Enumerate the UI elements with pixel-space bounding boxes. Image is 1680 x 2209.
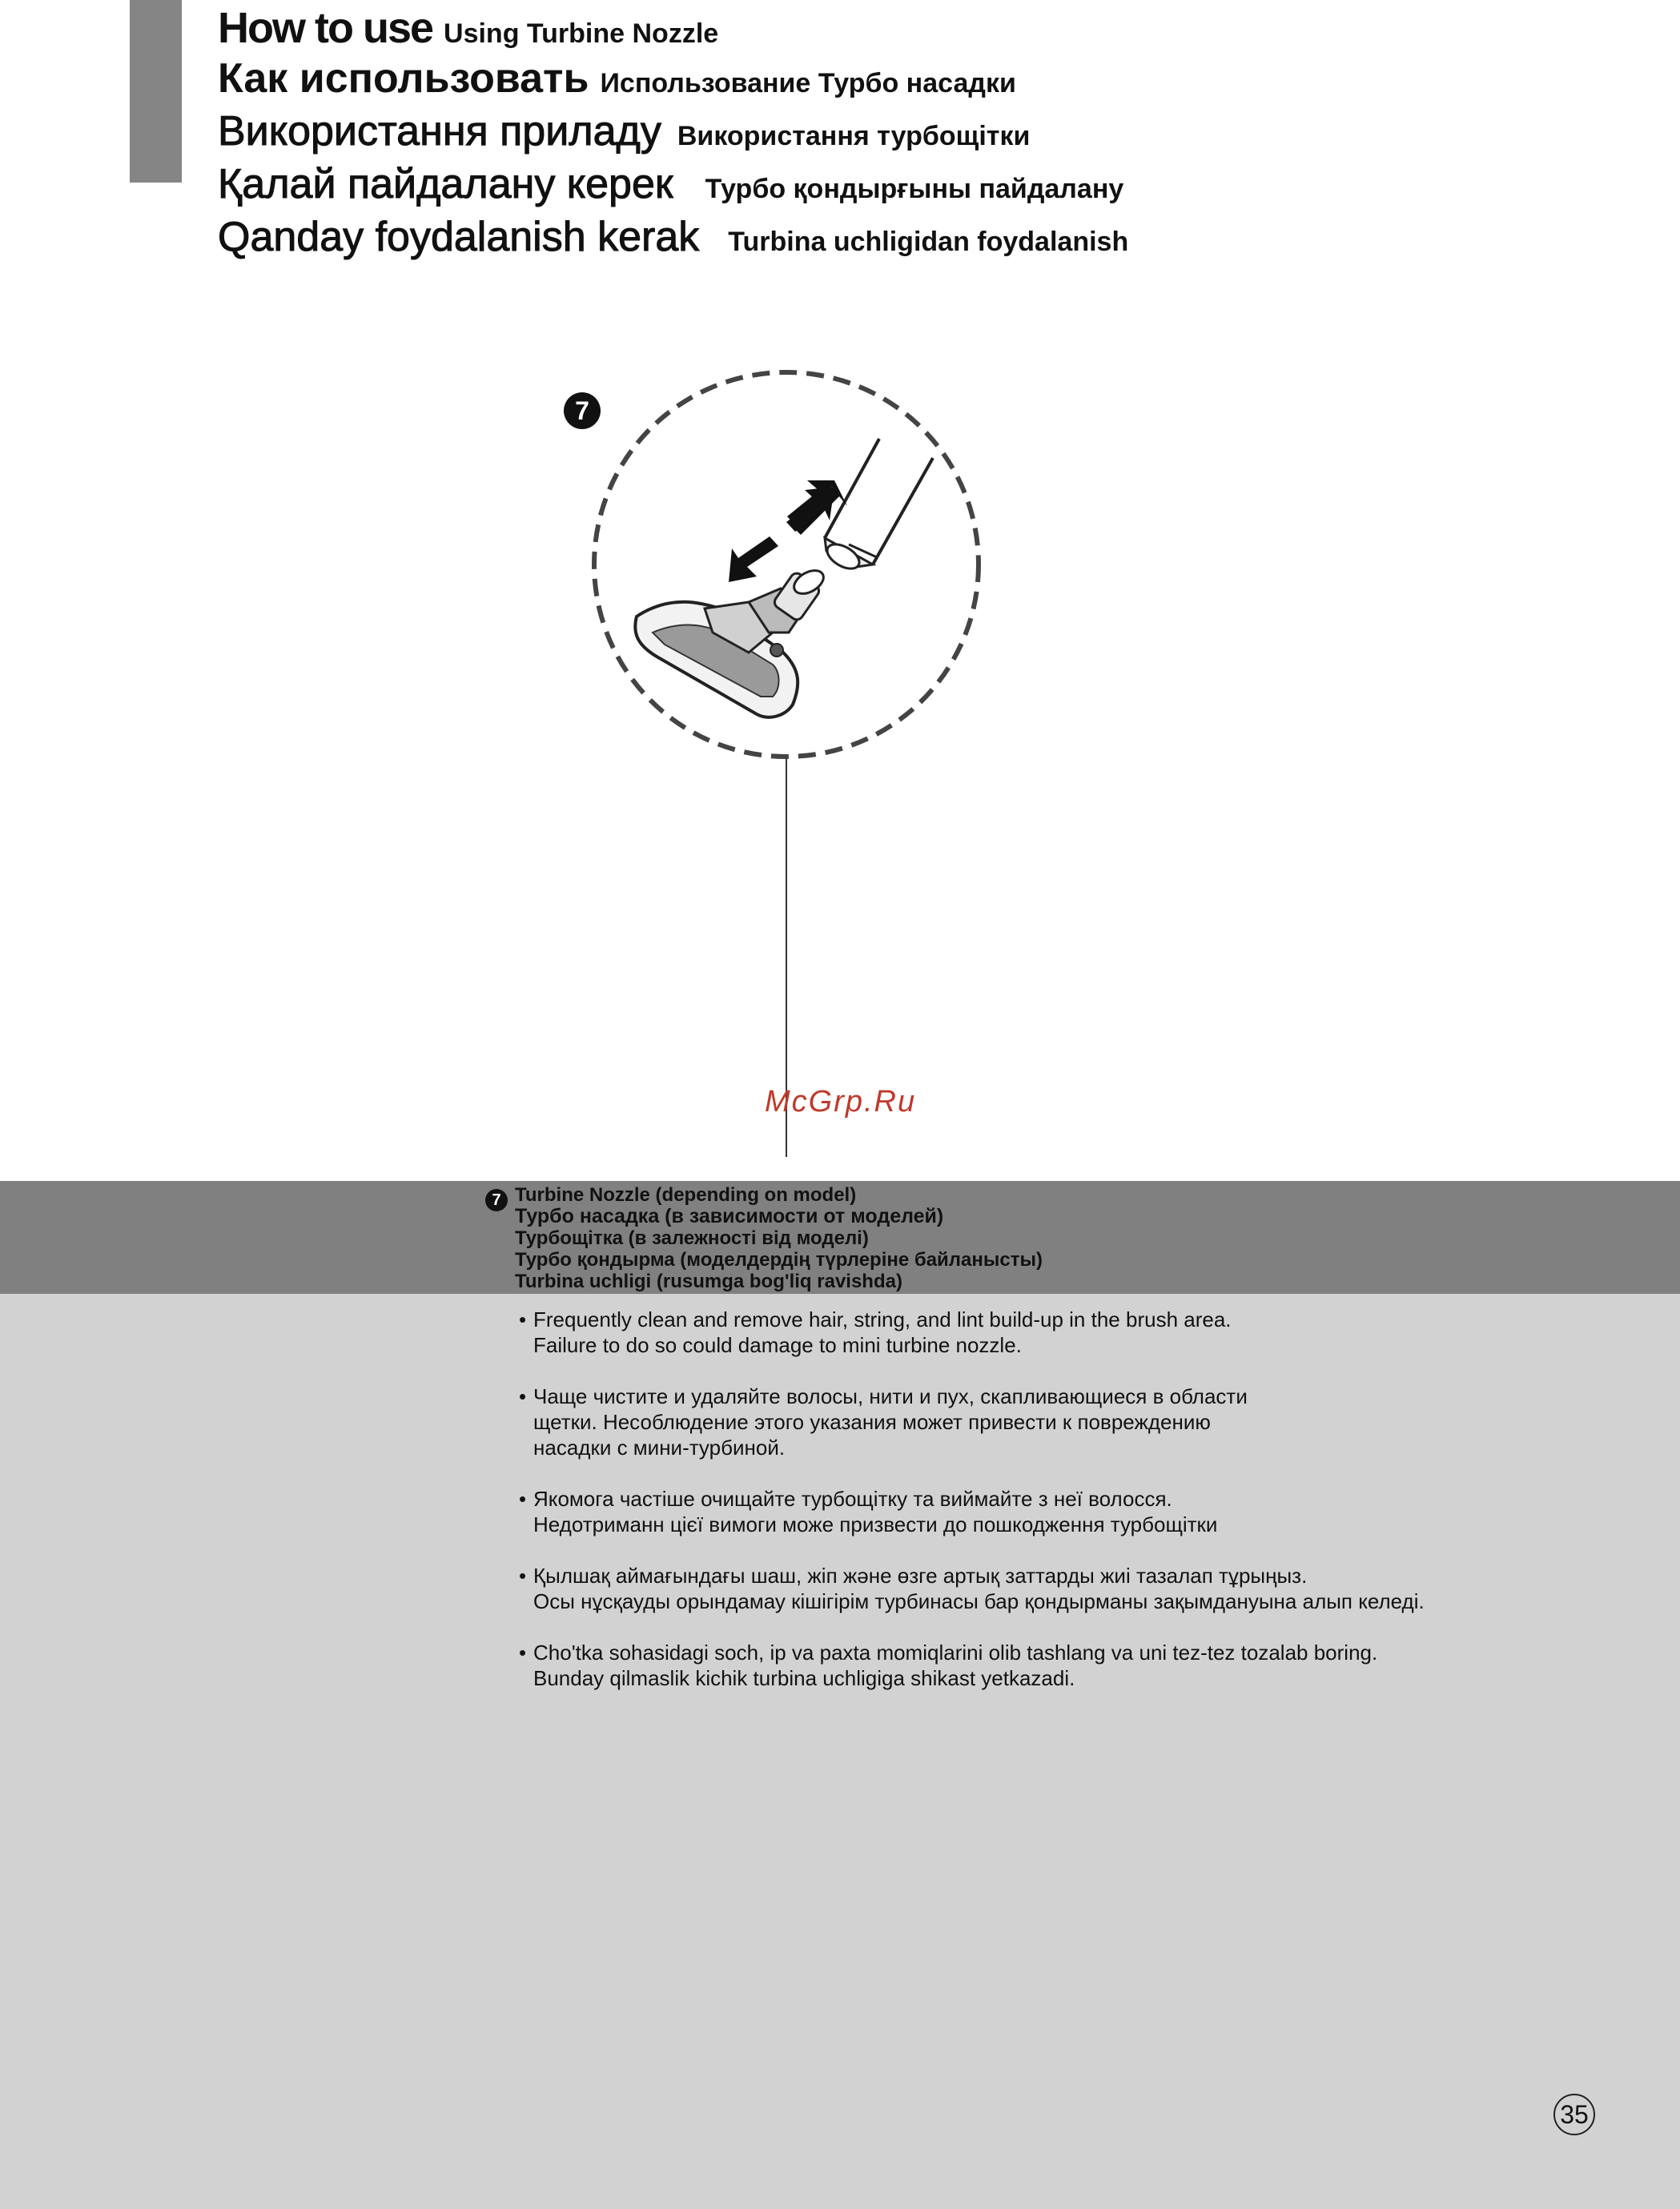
bullet-line: насадки с мини-турбиной. — [533, 1436, 786, 1460]
bullet-line: Bunday qilmaslik kichik turbina uchligiga shikast yetkazadi. — [533, 1666, 1075, 1690]
heading-sub: Using Turbine Nozzle — [444, 18, 719, 49]
caption-line: Turbine Nozzle (depending on model) — [515, 1184, 857, 1206]
list-item — [519, 1563, 1425, 1614]
heading-sub: Turbina uchligidan foydalanish — [728, 227, 1129, 257]
caption-line: Турбощітка (в залежності від моделі) — [515, 1227, 869, 1249]
bullet-line: Cho'tka sohasidagi soch, ip va paxta momiqlarini olib tashlang va uni tez-tez tozalab boring. — [533, 1641, 1378, 1665]
bullet-icon: • — [519, 1487, 527, 1511]
step-marker-number: 7 — [575, 396, 589, 425]
heading-main: Как использовать — [218, 55, 589, 102]
heading-sub: Використання турбощітки — [677, 121, 1031, 151]
caption-number-icon: 7 — [485, 1189, 508, 1211]
bullet-icon: • — [519, 1307, 527, 1331]
bullet-icon: • — [519, 1564, 527, 1588]
heading-sub: Турбо қондырғыны пайдалану — [705, 174, 1124, 204]
bullet-icon: • — [519, 1384, 527, 1408]
list-item — [519, 1384, 1425, 1460]
figure-caption — [515, 1184, 1043, 1292]
caption-line: Turbina uchligi (rusumga bog'liq ravishda) — [515, 1271, 902, 1292]
arrow-down-icon — [729, 536, 778, 582]
instruction-list — [519, 1307, 1425, 1717]
list-item — [519, 1486, 1425, 1537]
bullet-line: Чаще чистите и удаляйте волосы, нити и пух, скапливающиеся в области — [533, 1384, 1248, 1408]
bullet-line: Frequently clean and remove hair, string, and lint build-up in the brush area. — [533, 1307, 1232, 1331]
bullet-line: Failure to do so could damage to mini turbine nozzle. — [533, 1333, 1022, 1357]
bullet-icon: • — [519, 1641, 527, 1665]
heading-main: Қалай пайдалану керек — [218, 161, 673, 207]
watermark: McGrp.Ru — [765, 1085, 917, 1119]
list-item — [519, 1640, 1425, 1691]
bullet-line: Недотриманн цієї вимоги може призвести до пошкодження турбощітки — [533, 1512, 1218, 1536]
caption-line: Турбо қондырма (моделдердің түрлеріне байланысты) — [515, 1249, 1043, 1271]
vacuum-tube-icon — [823, 424, 941, 573]
bullet-line: щетки. Несоблюдение этого указания может привести к повреждению — [533, 1410, 1211, 1434]
turbo-nozzle-icon — [635, 566, 827, 717]
heading-main: How to use — [218, 4, 433, 52]
heading-main: Використання приладу — [218, 108, 661, 155]
heading-main: Qanday foydalanish kerak — [218, 214, 700, 260]
bullet-line: Якомога частіше очищайте турбощітку та виймайте з неї волосся. — [533, 1487, 1172, 1511]
bullet-line: Қылшақ аймағындағы шаш, жіп және өзге артық заттарды жиі тазалап тұрыңыз. — [533, 1564, 1308, 1588]
list-item — [519, 1307, 1425, 1358]
page-number: 35 — [1553, 2094, 1595, 2135]
bullet-line: Осы нұсқауды орындамау кішігірім турбинасы бар қондырманы зақымдануына алып келеді. — [533, 1589, 1425, 1613]
caption-line: Турбо насадка (в зависимости от моделей) — [515, 1205, 944, 1227]
heading-sub: Использование Турбо насадки — [600, 68, 1016, 98]
